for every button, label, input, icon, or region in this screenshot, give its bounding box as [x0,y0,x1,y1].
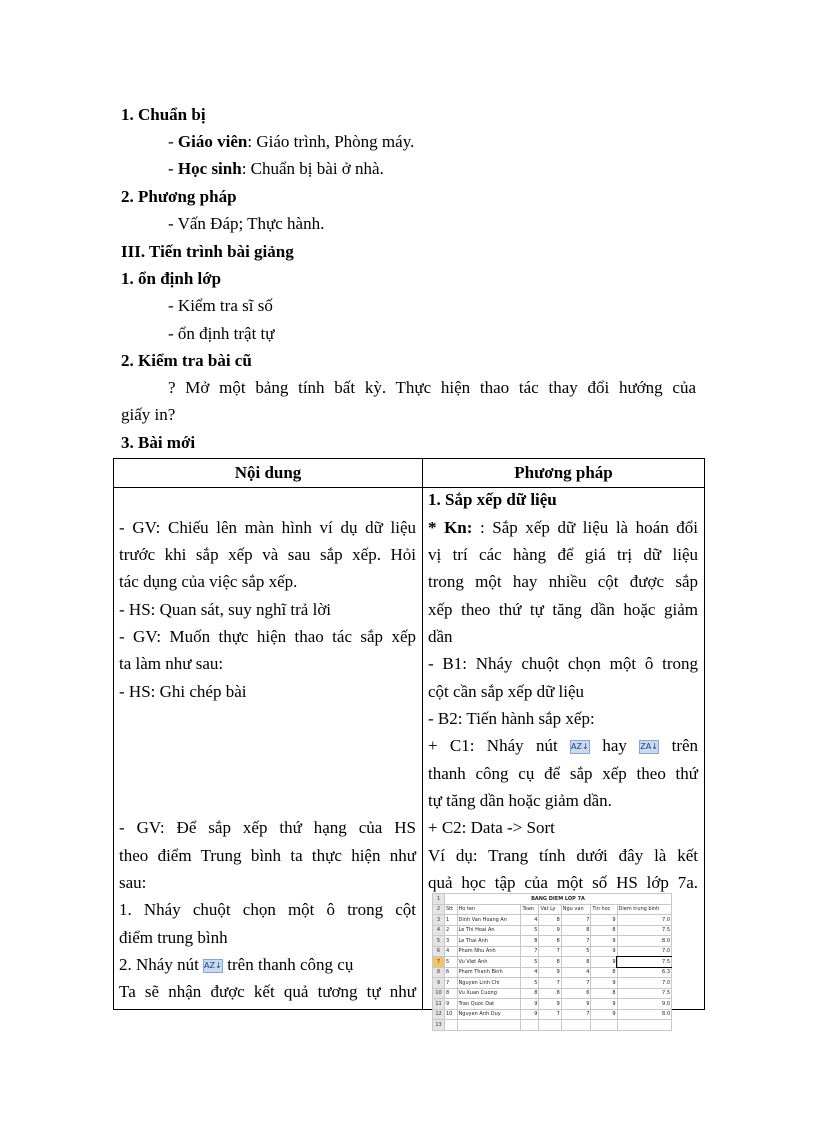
content-line: theo điểm Trung bình ta thực hiện như [119,846,416,865]
method-line: dần [428,627,453,646]
sheet-cell: 4 [521,967,539,978]
sheet-cell: 7 [539,1009,561,1020]
method-line-definition: * Kn: : Sắp xếp dữ liệu là hoán đổi [428,518,699,537]
content-line: Ta sẽ nhận được kết quả tương tự như [119,982,416,1001]
table-header-method: Phương pháp [423,459,705,488]
sheet-cell: 8 [445,988,458,999]
sheet-cell: 9 [521,1009,539,1020]
sheet-cell: 9 [591,1009,617,1020]
sheet-cell: 9 [445,999,458,1010]
sheet-cell: 7 [539,946,561,957]
sheet-cell: Pham Nhu Anh [457,946,521,957]
sheet-cell: 8 [539,915,561,926]
student-item: - Học sinh: Chuẩn bị bài ở nhà. [168,159,384,178]
sheet-cell: 8 [539,957,561,968]
sheet-cell: 8.0 [617,936,671,947]
sheet-cell: 6 [445,967,458,978]
content-line: sau: [119,873,147,892]
sheet-cell: 8 [539,936,561,947]
sheet-cell: 8 [591,925,617,936]
content-line: - GV: Chiếu lên màn hình ví dụ dữ liệu [119,518,416,537]
sheet-cell: 9 [591,957,617,968]
sheet-header-row: 2 Stt Ho ten Toan Vat Ly Ngu van Tin hoc Diem trung binh [433,904,672,915]
sheet-cell: 9 [521,999,539,1010]
content-line: - HS: Quan sát, suy nghĩ trả lời [119,600,332,619]
content-line: - GV: Muốn thực hiện thao tác sắp xếp [119,627,416,646]
sheet-cell: 7 [561,1009,591,1020]
section-heading-method: 2. Phương pháp [121,187,237,206]
sheet-header: Ngu van [561,904,591,915]
method-line: - B1: Nháy chuột chọn một ô trong [428,654,698,673]
sheet-cell: Le Thai Anh [457,936,521,947]
sheet-row: 3 1 Dinh Van Hoang An 4 8 7 9 7.0 [433,915,672,926]
review-question-line1: ? Mở một bảng tính bất kỳ. Thực hiện thao tác thay đổi hướng của [168,378,696,397]
content-line: tác dụng của việc sắp xếp. [119,572,298,591]
sheet-cell: 9 [539,967,561,978]
content-line: - GV: Để sắp xếp thứ hạng của HS [119,818,416,837]
method-line: quả học tập của một số HS lớp 7a. [428,873,698,892]
sheet-header: Tin hoc [591,904,617,915]
sheet-cell: 8 [591,967,617,978]
sheet-header: Diem trung binh [617,904,671,915]
sheet-cell: 9 [539,999,561,1010]
sheet-row: 11 9 Tran Quoc Dat 9 9 9 9 9.0 [433,999,672,1010]
method-line: vị trí các hàng để giá trị dữ liệu [428,545,698,564]
method-line: - B2: Tiến hành sắp xếp: [428,709,595,728]
sheet-cell: 7 [561,915,591,926]
content-line: - HS: Ghi chép bài [119,682,247,701]
spreadsheet-example: 1 BANG DIEM LOP 7A 2 Stt Ho ten Toan Vat Ly Ngu van Tin hoc Diem trung binh 3 1 Dinh Van Hoang An 4 8 7 9 7.0 4 2 Le Thi Hoai An 5 9 8 8 7.5 5 3 Le Thai Anh 8 8 7 9 8.0 6 4 Pham Nhu Anh 7 7 5 9 7.0 7 5 Vu Viet Anh 5 8 8 9 7.5 8 6 Pham Thanh Binh 4 9 4 8 6.3 9 7 Nguyen Linh Chi 5 7 7 9 7.0 10 8 Vu Xuan Cuong 8 8 6 8 7.5 11 9 Tran Quoc Dat 9 9 9 9 9.0 12 10 Nguyen Anh Duy 9 7 7 9 8.0 13 [432,893,672,1045]
content-line: 1. Nháy chuột chọn một ô trong cột [119,900,416,919]
sheet-cell: 1 [445,915,458,926]
sheet-cell: 7.5 [617,957,671,968]
content-line: ta làm như sau: [119,654,224,673]
method-line: + C2: Data -> Sort [428,818,555,837]
sheet-row: 8 6 Pham Thanh Binh 4 9 4 8 6.3 [433,967,672,978]
sheet-cell: 7 [561,936,591,947]
sheet-row: 12 10 Nguyen Anh Duy 9 7 7 9 8.0 [433,1009,672,1020]
method-line: tự tăng dần hoặc giảm dần. [428,791,612,810]
sheet-cell: 9 [591,946,617,957]
sheet-cell: 7.5 [617,988,671,999]
sheet-header: Vat Ly [539,904,561,915]
sheet-cell: 7 [539,978,561,989]
sheet-cell: 7.0 [617,915,671,926]
kn-label: * Kn: [428,518,473,537]
sheet-cell: 9.0 [617,999,671,1010]
teacher-item: - Giáo viên: Giáo trình, Phòng máy. [168,132,415,151]
method-line: trong một hay nhiều cột được sắp [428,572,698,591]
section-heading-review: 2. Kiểm tra bài cũ [121,351,252,370]
sheet-cell: Nguyen Anh Duy [457,1009,521,1020]
sheet-cell: 8 [521,936,539,947]
sheet-cell: 9 [591,915,617,926]
sheet-cell: 5 [521,925,539,936]
sheet-header: Toan [521,904,539,915]
sheet-header: Ho ten [457,904,521,915]
table-header-content: Nội dung [114,459,423,488]
section-heading-lesson-process: III. Tiến trình bài giảng [121,242,294,261]
student-label: Học sinh [177,159,242,178]
review-question-line2: giấy in? [121,405,176,424]
sheet-cell: 9 [591,978,617,989]
sheet-cell: 6 [561,988,591,999]
method-line: thanh công cụ để sắp xếp theo thứ [428,764,698,783]
content-column [114,488,423,1010]
sheet-cell: Le Thi Hoai An [457,925,521,936]
sheet-cell: 4 [561,967,591,978]
sort-ascending-icon: AZ↓ [203,959,223,973]
sheet-cell: 8 [561,925,591,936]
sheet-cell: 9 [591,936,617,947]
sheet-cell: Nguyen Linh Chi [457,978,521,989]
sheet-cell: 5 [561,946,591,957]
sheet-title: BANG DIEM LOP 7A [445,894,672,905]
method-item: - Vấn Đáp; Thực hành. [168,214,325,233]
stability-item-attendance: - Kiểm tra sĩ số [168,296,273,315]
sheet-row: 4 2 Le Thi Hoai An 5 9 8 8 7.5 [433,925,672,936]
sheet-cell: Vu Xuan Cuong [457,988,521,999]
sheet-cell: 6.3 [617,967,671,978]
sheet-cell: 9 [539,925,561,936]
teacher-text: : Giáo trình, Phòng máy. [247,132,415,151]
section-heading-class-stability: 1. ổn định lớp [121,269,222,288]
content-line-sort-step: 2. Nháy nút AZ↓ trên thanh công cụ [119,955,354,974]
sort-ascending-icon: AZ↓ [570,740,590,754]
sheet-cell: 8 [521,988,539,999]
sort-descending-icon: ZA↓ [639,740,659,754]
sheet-cell: 4 [521,915,539,926]
teacher-label: Giáo viên [177,132,248,151]
sheet-cell: 8 [561,957,591,968]
method-line: Ví dụ: Trang tính dưới đây là kết [428,846,698,865]
method-line: cột cần sắp xếp dữ liệu [428,682,585,701]
sheet-cell: 2 [445,925,458,936]
sheet-row: 10 8 Vu Xuan Cuong 8 8 6 8 7.5 [433,988,672,999]
sheet-cell: 5 [445,957,458,968]
sheet-cell: 8 [539,988,561,999]
method-title: 1. Sắp xếp dữ liệu [428,490,557,509]
sheet-cell: 7.0 [617,978,671,989]
sheet-cell: 7.5 [617,925,671,936]
sheet-cell: 7 [561,978,591,989]
sheet-cell: 5 [521,978,539,989]
sheet-cell: 7.0 [617,946,671,957]
content-line: trước khi sắp xếp và sau sắp xếp. Hỏi [119,545,416,564]
sheet-cell: 9 [561,999,591,1010]
sheet-cell: Tran Quoc Dat [457,999,521,1010]
sheet-cell: Vu Viet Anh [457,957,521,968]
sheet-cell: 9 [591,999,617,1010]
section-heading-new-lesson: 3. Bài mới [121,433,196,452]
sheet-cell: 8.0 [617,1009,671,1020]
sheet-cell: 5 [521,957,539,968]
content-line: điểm trung bình [119,928,228,947]
sheet-cell: 4 [445,946,458,957]
sheet-cell: 8 [591,988,617,999]
sheet-row: 6 4 Pham Nhu Anh 7 7 5 9 7.0 [433,946,672,957]
sheet-cell: Dinh Van Hoang An [457,915,521,926]
sheet-header: Stt [445,904,458,915]
student-text: : Chuẩn bị bài ở nhà. [241,159,384,178]
sheet-cell: Pham Thanh Binh [457,967,521,978]
sheet-cell: 7 [445,978,458,989]
sheet-cell: 3 [445,936,458,947]
method-line-sort-buttons: + C1: Nháy nút AZ↓ hay ZA↓ trên [428,736,699,755]
section-heading-preparation: 1. Chuẩn bị [121,105,206,124]
method-line: xếp theo thứ tự tăng dần hoặc giảm [428,600,698,619]
sheet-row: 5 3 Le Thai Anh 8 8 7 9 8.0 [433,936,672,947]
sheet-cell: 7 [521,946,539,957]
stability-item-order: - ổn định trật tự [168,324,275,343]
sheet-row: 9 7 Nguyen Linh Chi 5 7 7 9 7.0 [433,978,672,989]
sheet-row: 7 5 Vu Viet Anh 5 8 8 9 7.5 [433,957,672,968]
sheet-cell: 10 [445,1009,458,1020]
